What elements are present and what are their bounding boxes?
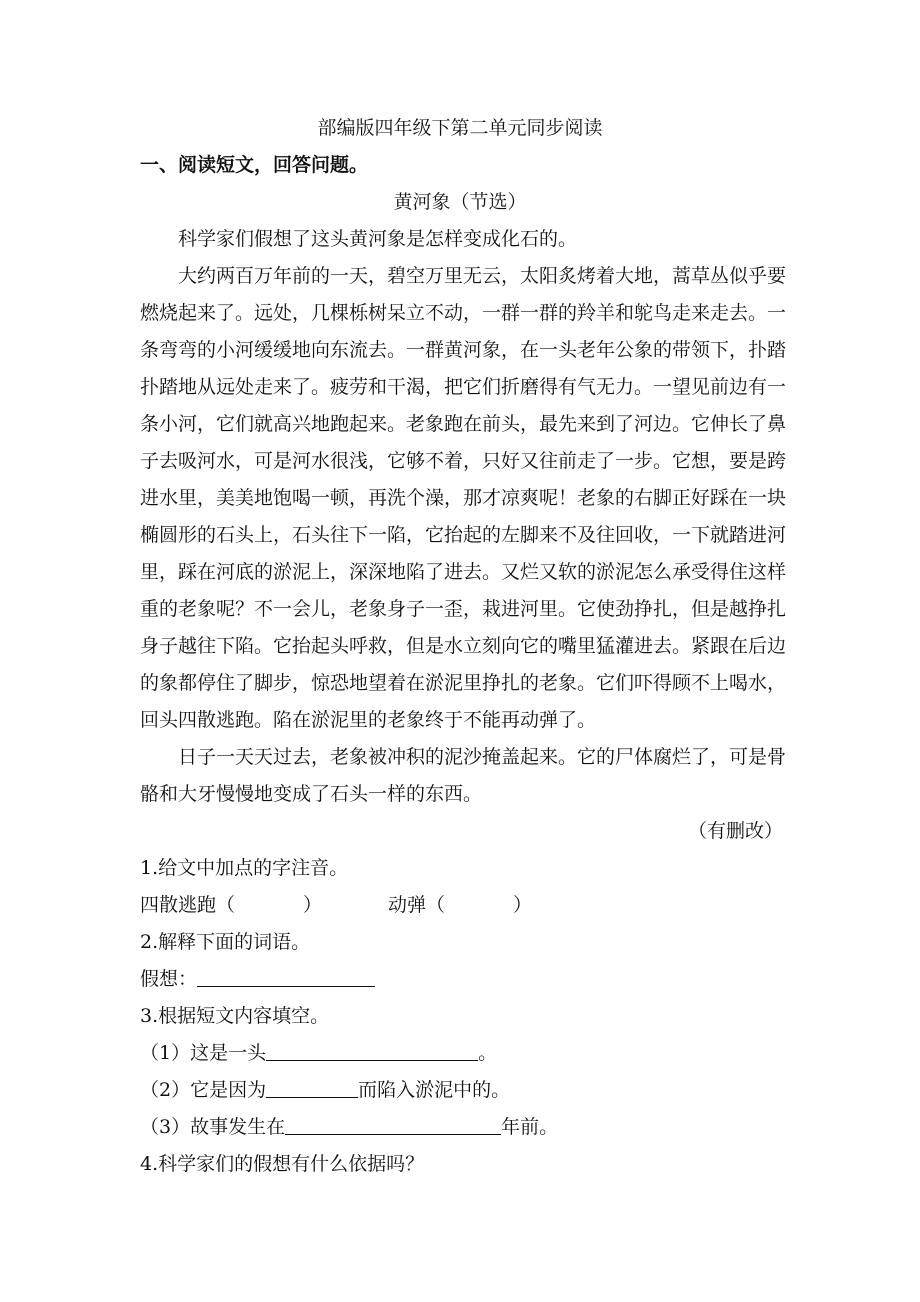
close-paren: ） (303, 894, 323, 916)
paragraph-line: 扑踏地从远处走来了。疲劳和干渴，把它们折磨得有气无力。一望见前边有一 (140, 376, 787, 398)
q1-word-a: 四散逃跑 (140, 894, 217, 916)
paragraph-line: 大约两百万年前的一天，碧空万里无云，太阳炙烤着大地，蒿草丛似乎要 (178, 265, 787, 287)
question-2: 2.解释下面的词语。 (140, 931, 311, 953)
paragraph-line: 燃烧起来了。远处，几棵栎树呆立不动，一群一群的羚羊和鸵鸟走来走去。一 (140, 302, 787, 324)
paragraph-line: 进水里，美美地饱喝一顿，再洗个澡，那才凉爽呢！老象的右脚正好踩在一块 (140, 487, 787, 509)
paragraph-line: 椭圆形的石头上，石头往下一陷，它抬起的左脚来不及往回收，一下就踏进河 (140, 524, 787, 546)
question-3: 3.根据短文内容填空。 (140, 1005, 330, 1027)
paragraph-1: 科学家们假想了这头黄河象是怎样变成化石的。 (178, 228, 578, 250)
paragraph-line: 条小河，它们就高兴地跑起来。老象跑在前头，最先来到了河边。它伸长了鼻 (140, 413, 787, 435)
paragraph-line: 条弯弯的小河缓缓地向东流去。一群黄河象，在一头老年公象的带领下，扑踏 (140, 339, 787, 361)
q3-sub-3 (140, 1113, 558, 1141)
close-paren: ） (513, 894, 533, 916)
fill-blank-3[interactable] (285, 1116, 501, 1135)
q2-item (140, 965, 375, 993)
q3-s2-suffix: 而陷入淤泥中的。 (358, 1079, 511, 1101)
q3-s3-prefix: （3）故事发生在 (140, 1116, 286, 1138)
passage-title: 黄河象（节选） (393, 191, 527, 213)
paragraph-line: 回头四散逃跑。陷在淤泥里的老象终于不能再动弹了。 (140, 709, 597, 731)
fill-blank-2[interactable] (266, 1079, 358, 1098)
paragraph-line: 里，踩在河底的淤泥上，深深地陷了进去。又烂又软的淤泥怎么承受得住这样 (140, 561, 787, 583)
q3-sub-2 (140, 1076, 510, 1104)
paragraph-line: 骼和大牙慢慢地变成了石头一样的东西。 (140, 783, 483, 805)
definition-blank[interactable] (197, 968, 375, 987)
section-heading: 一、阅读短文，回答问题。 (140, 154, 369, 176)
q1-item-b (388, 891, 532, 919)
q3-s1-prefix: （1）这是一头 (140, 1042, 267, 1064)
paragraph-line: 日子一天天过去，老象被冲积的泥沙掩盖起来。它的尸体腐烂了，可是骨 (178, 746, 787, 768)
q1-item-a (140, 891, 322, 919)
q3-s3-suffix: 年前。 (501, 1116, 559, 1138)
paragraph-line: 子去吸河水，可是河水很浅，它够不着，只好又往前走了一步。它想，要是跨 (140, 450, 787, 472)
page-title: 部编版四年级下第二单元同步阅读 (317, 117, 603, 139)
q3-s1-suffix: 。 (478, 1042, 498, 1064)
q3-s2-prefix: （2）它是因为 (140, 1079, 267, 1101)
open-paren: （ (216, 894, 236, 916)
q1-word-b: 动弹 (388, 894, 427, 916)
open-paren: （ (426, 894, 446, 916)
q3-sub-1 (140, 1039, 497, 1067)
source-note: （有删改） (688, 820, 784, 842)
question-1: 1.给文中加点的字注音。 (140, 857, 349, 879)
q2-term: 假想： (140, 968, 198, 990)
fill-blank-1[interactable] (266, 1042, 478, 1061)
paragraph-line: 的象都停住了脚步，惊恐地望着在淤泥里挣扎的老象。它们吓得顾不上喝水， (140, 672, 787, 694)
question-4: 4.科学家们的假想有什么依据吗？ (140, 1153, 425, 1175)
paragraph-line: 身子越往下陷。它抬起头呼救，但是水立刻向它的嘴里猛灌进去。紧跟在后边 (140, 635, 787, 657)
paragraph-line: 重的老象呢？不一会儿，老象身子一歪，栽进河里。它使劲挣扎，但是越挣扎 (140, 598, 787, 620)
